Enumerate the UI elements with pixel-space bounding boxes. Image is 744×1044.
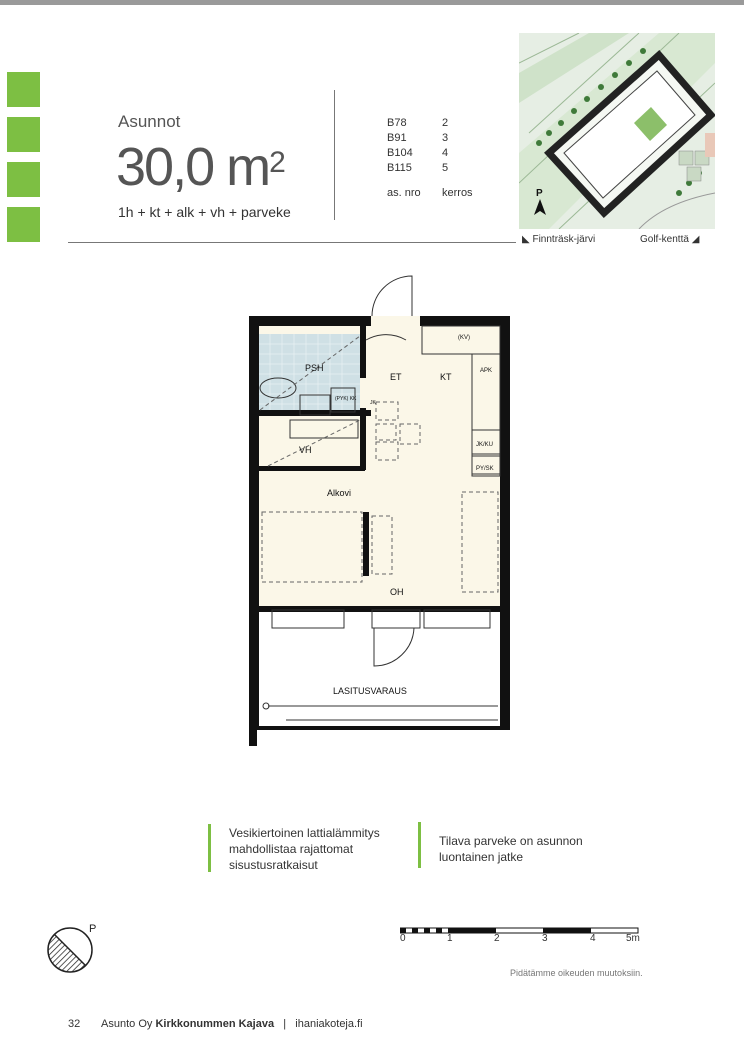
scale-bar xyxy=(400,926,640,936)
room-composition: 1h + kt + alk + vh + parveke xyxy=(118,204,291,220)
apartment-table xyxy=(387,117,448,177)
scale-tick: 0 xyxy=(400,933,406,944)
side-tab-2[interactable] xyxy=(7,117,40,152)
scale-tick: 2 xyxy=(494,933,500,944)
map-label-left: ◣ Finnträsk-järvi xyxy=(522,234,596,245)
company-name: Asunto Oy Kirkkonummen Kajava xyxy=(101,1018,275,1030)
compass-icon xyxy=(44,920,104,976)
feature-text: Tilava parveke on asunnon luontainen jatke xyxy=(439,834,583,864)
fixture-label: PY/SK xyxy=(476,466,494,472)
compass-label: P xyxy=(89,923,97,935)
fixture-label: (KV) xyxy=(458,335,470,341)
fixture-label: (PYK) KK xyxy=(335,396,357,402)
room-label: ET xyxy=(390,372,402,382)
north-label: P xyxy=(536,188,543,199)
fixture-label: APK xyxy=(480,368,493,374)
scale-tick: 1 xyxy=(447,933,453,944)
fixture-label: JK/KU xyxy=(476,442,494,448)
apartment-row: B91 3 xyxy=(387,132,449,144)
scale-tick: 3 xyxy=(542,933,548,944)
scale-tick: 4 xyxy=(590,933,596,944)
footer: 32 Asunto Oy Kirkkonummen Kajava | ihaniakoteja.fi xyxy=(68,1018,363,1030)
apartment-table-header: as. nro kerros xyxy=(387,187,473,199)
apartment-area: 30,0 $m^2$ xyxy=(116,137,286,197)
section-title: Asunnot xyxy=(118,112,181,131)
site-map xyxy=(519,33,715,229)
side-tab-4[interactable] xyxy=(7,207,40,242)
website-link[interactable]: ihaniakoteja.fi xyxy=(295,1018,363,1030)
apartment-row: B115 5 xyxy=(387,162,449,174)
header-rule xyxy=(68,242,516,243)
room-label: VH xyxy=(299,445,312,455)
room-label: KT xyxy=(440,372,452,382)
side-tab-1[interactable] xyxy=(7,72,40,107)
apartment-row: B78 2 xyxy=(387,117,449,129)
scale-tick: 5m xyxy=(626,933,640,944)
fixture-label: JK xyxy=(370,400,376,406)
apartment-row: B104 4 xyxy=(387,147,449,159)
feature-accent-bar xyxy=(418,822,421,868)
room-label: PSH xyxy=(305,363,324,373)
map-label-right: Golf-kenttä ◢ xyxy=(640,234,700,245)
page-number: 32 xyxy=(68,1018,81,1030)
room-label: OH xyxy=(390,587,404,597)
top-border xyxy=(0,0,744,5)
room-label: LASITUSVARAUS xyxy=(333,686,407,696)
floor-plan xyxy=(240,270,520,750)
disclaimer: Pidätämme oikeuden muutoksiin. xyxy=(510,968,643,978)
feature-accent-bar xyxy=(208,824,211,872)
header-divider xyxy=(334,90,335,220)
feature-text: Vesikiertoinen lattialämmitys mahdollistaa rajattomat sisustusratkaisut xyxy=(229,826,380,872)
room-label: Alkovi xyxy=(327,488,352,498)
side-tab-3[interactable] xyxy=(7,162,40,197)
